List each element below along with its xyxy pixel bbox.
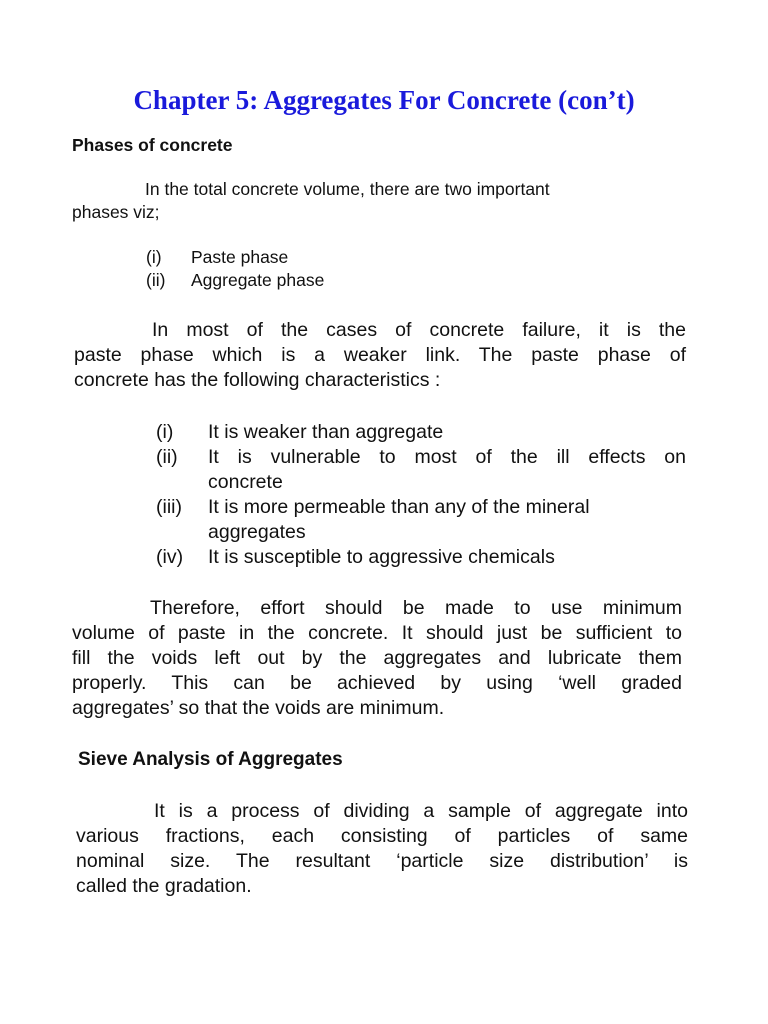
list-item [156, 495, 686, 545]
paragraph-line: Therefore, effort should be made to use minimum [150, 597, 682, 619]
list-item-number: (ii) [146, 270, 166, 290]
list-item-text [208, 445, 686, 495]
paragraph-line: aggregates’ so that the voids are minimum. [72, 697, 445, 719]
list-item-line: It is more permeable than any of the mineral [208, 496, 590, 518]
paragraph-line: concrete has the following characteristics : [74, 369, 441, 391]
paragraph-line: paste phase which is a weaker link. The paste phase of [74, 344, 686, 366]
failure-paragraph [74, 318, 686, 393]
paragraph-line: In most of the cases of concrete failure, it is the [152, 319, 686, 341]
paragraph-line: volume of paste in the concrete. It should just be sufficient to [72, 622, 682, 644]
list-item-line: It is susceptible to aggressive chemicals [208, 546, 555, 568]
section-heading-sieve: Sieve Analysis of Aggregates [78, 749, 343, 770]
paragraph-line: called the gradation. [76, 875, 252, 897]
list-item-text [208, 545, 686, 570]
intro-line: In the total concrete volume, there are two important [145, 179, 550, 199]
list-item-number: (iii) [156, 496, 182, 518]
sieve-paragraph [76, 799, 688, 899]
list-item-line: concrete [208, 471, 283, 493]
paragraph-line: nominal size. The resultant ‘particle size distribution’ is [76, 850, 688, 872]
list-item [146, 269, 324, 292]
list-item [156, 420, 686, 445]
list-item-number: (iv) [156, 546, 184, 568]
characteristics-list [156, 420, 686, 570]
list-item-number: (ii) [156, 446, 178, 468]
list-item-line: It is weaker than aggregate [208, 421, 444, 443]
list-item-text [208, 420, 686, 445]
intro-line: phases viz; [72, 202, 160, 222]
list-item-text: Paste phase [191, 247, 289, 267]
list-item-number: (i) [146, 247, 162, 267]
list-item [146, 246, 324, 269]
list-item [156, 445, 686, 495]
therefore-paragraph [72, 596, 682, 721]
section-heading-phases: Phases of concrete [72, 135, 233, 155]
paragraph-line: various fractions, each consisting of particles of same [76, 825, 688, 847]
list-item-line: aggregates [208, 521, 306, 543]
paragraph-line: It is a process of dividing a sample of aggregate into [154, 800, 688, 822]
list-item [156, 545, 686, 570]
paragraph-line: properly. This can be achieved by using ‘well graded [72, 672, 682, 694]
list-item-number: (i) [156, 421, 174, 443]
list-item-text [208, 495, 686, 545]
phases-list [146, 246, 324, 292]
list-item-line: It is vulnerable to most of the ill effects on [208, 446, 686, 468]
intro-paragraph [72, 178, 632, 224]
list-item-text: Aggregate phase [191, 270, 325, 290]
page-title: Chapter 5: Aggregates For Concrete (con’t) [133, 85, 635, 115]
paragraph-line: fill the voids left out by the aggregates and lubricate them [72, 647, 682, 669]
